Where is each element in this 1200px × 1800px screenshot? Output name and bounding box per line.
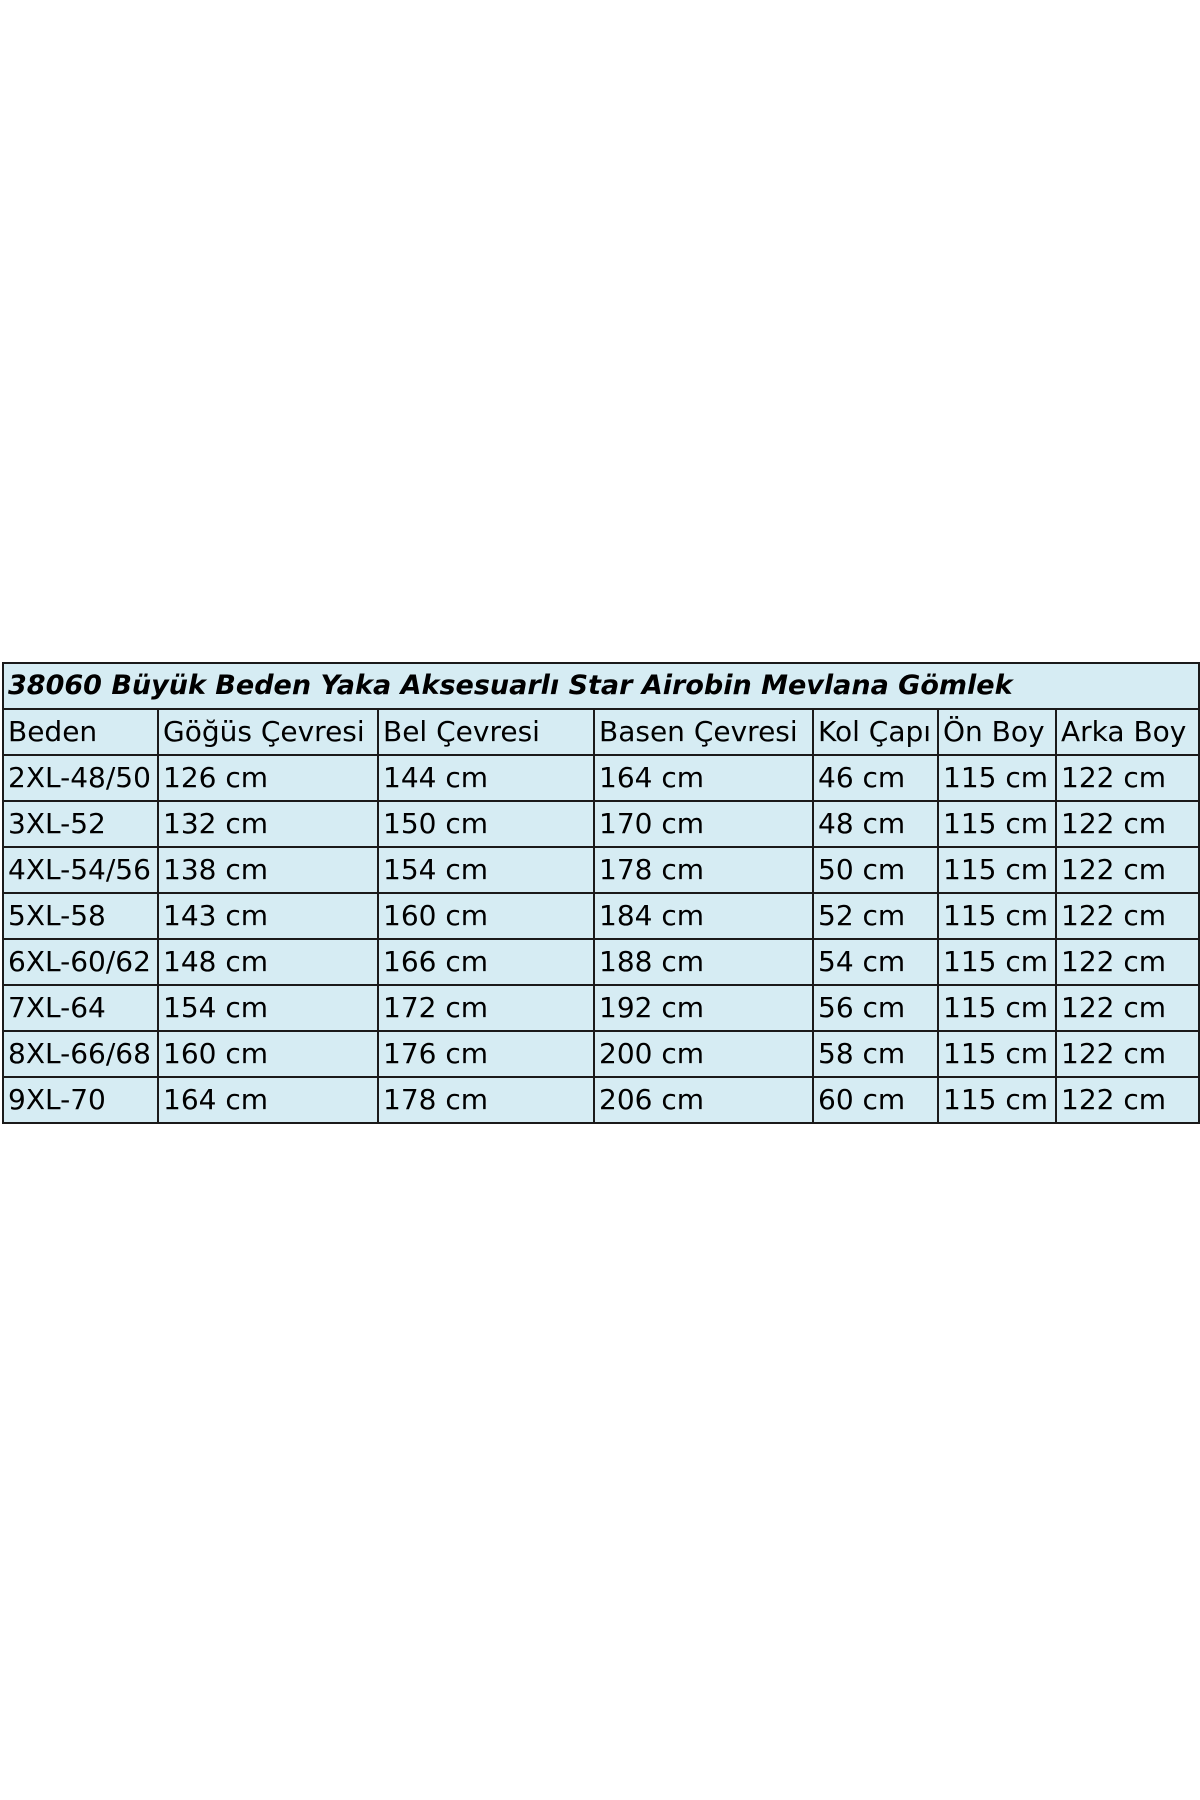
cell-waist: 144 cm [378, 755, 594, 801]
cell-sleeve: 52 cm [813, 893, 938, 939]
cell-back-length: 122 cm [1056, 893, 1199, 939]
table-title: 38060 Büyük Beden Yaka Aksesuarlı Star Airobin Mevlana Gömlek [3, 663, 1199, 709]
cell-sleeve: 48 cm [813, 801, 938, 847]
column-header-kol-capi: Kol Çapı [813, 709, 938, 755]
cell-chest: 138 cm [158, 847, 378, 893]
cell-size: 3XL-52 [3, 801, 158, 847]
cell-size: 8XL-66/68 [3, 1031, 158, 1077]
cell-hip: 206 cm [594, 1077, 813, 1123]
cell-waist: 176 cm [378, 1031, 594, 1077]
cell-hip: 178 cm [594, 847, 813, 893]
cell-size: 6XL-60/62 [3, 939, 158, 985]
cell-waist: 150 cm [378, 801, 594, 847]
cell-chest: 126 cm [158, 755, 378, 801]
cell-front-length: 115 cm [938, 1077, 1056, 1123]
cell-front-length: 115 cm [938, 847, 1056, 893]
cell-waist: 172 cm [378, 985, 594, 1031]
cell-back-length: 122 cm [1056, 755, 1199, 801]
cell-size: 9XL-70 [3, 1077, 158, 1123]
cell-size: 7XL-64 [3, 985, 158, 1031]
cell-chest: 143 cm [158, 893, 378, 939]
cell-hip: 164 cm [594, 755, 813, 801]
column-header-beden: Beden [3, 709, 158, 755]
table-row [3, 939, 1199, 985]
cell-back-length: 122 cm [1056, 985, 1199, 1031]
table-header-row [3, 709, 1199, 755]
table-row [3, 1077, 1199, 1123]
cell-front-length: 115 cm [938, 755, 1056, 801]
table-row [3, 1031, 1199, 1077]
cell-front-length: 115 cm [938, 801, 1056, 847]
cell-chest: 132 cm [158, 801, 378, 847]
size-chart-table [2, 662, 1200, 1124]
column-header-arka-boy: Arka Boy [1056, 709, 1199, 755]
cell-front-length: 115 cm [938, 939, 1056, 985]
table-row [3, 801, 1199, 847]
cell-sleeve: 58 cm [813, 1031, 938, 1077]
table-row [3, 755, 1199, 801]
cell-waist: 154 cm [378, 847, 594, 893]
table-row [3, 893, 1199, 939]
column-header-bel-cevresi: Bel Çevresi [378, 709, 594, 755]
column-header-basen-cevresi: Basen Çevresi [594, 709, 813, 755]
cell-back-length: 122 cm [1056, 939, 1199, 985]
column-header-on-boy: Ön Boy [938, 709, 1056, 755]
cell-sleeve: 50 cm [813, 847, 938, 893]
cell-back-length: 122 cm [1056, 1077, 1199, 1123]
cell-waist: 166 cm [378, 939, 594, 985]
table-row [3, 985, 1199, 1031]
cell-size: 2XL-48/50 [3, 755, 158, 801]
cell-hip: 200 cm [594, 1031, 813, 1077]
cell-chest: 154 cm [158, 985, 378, 1031]
cell-hip: 188 cm [594, 939, 813, 985]
cell-sleeve: 56 cm [813, 985, 938, 1031]
cell-back-length: 122 cm [1056, 801, 1199, 847]
cell-back-length: 122 cm [1056, 1031, 1199, 1077]
cell-chest: 148 cm [158, 939, 378, 985]
cell-back-length: 122 cm [1056, 847, 1199, 893]
table-title-row [3, 663, 1199, 709]
column-header-gogus-cevresi: Göğüs Çevresi [158, 709, 378, 755]
cell-waist: 178 cm [378, 1077, 594, 1123]
cell-waist: 160 cm [378, 893, 594, 939]
cell-sleeve: 60 cm [813, 1077, 938, 1123]
cell-size: 5XL-58 [3, 893, 158, 939]
cell-sleeve: 46 cm [813, 755, 938, 801]
cell-front-length: 115 cm [938, 1031, 1056, 1077]
cell-hip: 192 cm [594, 985, 813, 1031]
cell-size: 4XL-54/56 [3, 847, 158, 893]
cell-chest: 164 cm [158, 1077, 378, 1123]
table-row [3, 847, 1199, 893]
cell-hip: 184 cm [594, 893, 813, 939]
cell-front-length: 115 cm [938, 893, 1056, 939]
cell-sleeve: 54 cm [813, 939, 938, 985]
cell-hip: 170 cm [594, 801, 813, 847]
cell-front-length: 115 cm [938, 985, 1056, 1031]
cell-chest: 160 cm [158, 1031, 378, 1077]
